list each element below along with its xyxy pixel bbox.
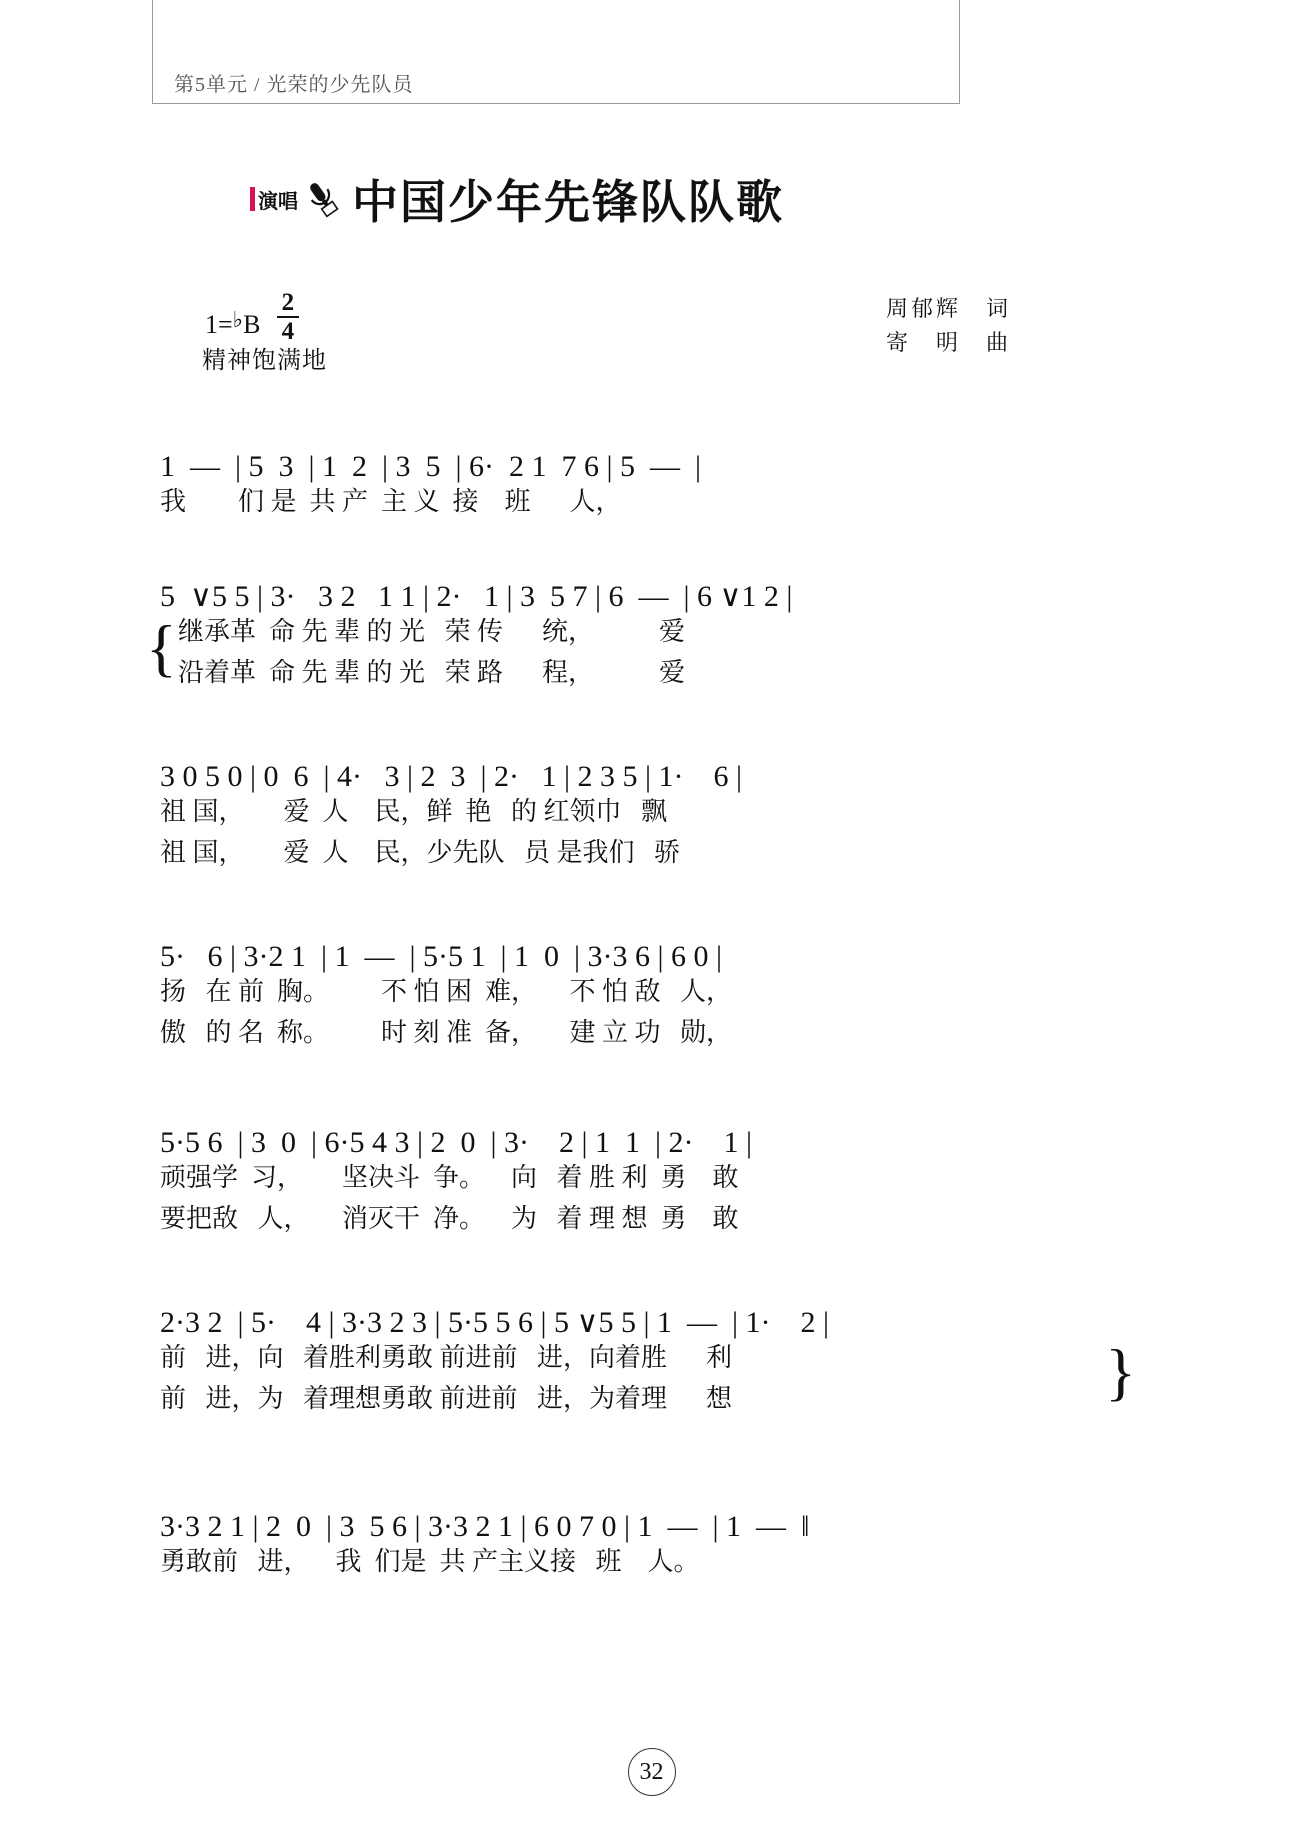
lyric-row: 沿着革 命 先 辈 的 光 荣 路 程， 爱 <box>178 658 686 687</box>
lyricist: 周郁辉 词 <box>886 296 1012 321</box>
composer: 寄 明 曲 <box>886 330 1012 356</box>
time-signature <box>277 290 299 344</box>
microphone-icon <box>302 180 342 218</box>
note-row: 1 — | 5 3 | 1 2 | 3 5 | 6· 2 1 7 6 | 5 — | <box>160 450 702 483</box>
note-row: 3·3 2 1 | 2 0 | 3 5 6 | 3·3 2 1 | 6 0 7 0 | 1 — | 1 — ‖ <box>160 1510 810 1543</box>
note-row: 3 0 5 0 | 0 6 | 4· 3 | 2 3 | 2· 1 | 2 3 5 | 1· 6 | <box>160 760 743 793</box>
lyric-row: 我 们 是 共 产 主 义 接 班 人， <box>160 487 622 516</box>
page-number: 32 <box>628 1748 676 1796</box>
lyric-row: 祖 国， 爱 人 民，少先队 员 是我们 骄 <box>160 838 681 867</box>
song-type-tag: 演唱 <box>250 184 298 214</box>
breadcrumb: 第5单元 / 光荣的少先队员 <box>174 74 414 96</box>
page-title: 中国少年先锋队队歌 <box>352 177 784 228</box>
repeat-brace-right-icon: } <box>1105 1336 1136 1407</box>
flat-symbol: ♭ <box>232 307 244 332</box>
lyric-row: 要把敌 人， 消灭干 净。 为 着 理 想 勇 敢 <box>160 1204 739 1233</box>
lyric-row: 前 进，向 着胜利勇敢 前进前 进，向着胜 利 <box>160 1343 733 1372</box>
lyric-row: 勇敢前 进， 我 们是 共 产主义接 班 人。 <box>160 1547 700 1576</box>
music-system-7 <box>160 1512 1150 1581</box>
note-row: 5·5 6 | 3 0 | 6·5 4 3 | 2 0 | 3· 2 | 1 1 | 2· 1 | <box>160 1126 753 1159</box>
music-system-4 <box>160 942 1150 1052</box>
note-row: 5· 6 | 3·2 1 | 1 — | 5·5 1 | 1 0 | 3·3 6 | 6 0 | <box>160 940 723 973</box>
meter-numerator: 2 <box>281 289 295 316</box>
repeat-brace-icon: { <box>146 612 177 683</box>
credits <box>886 292 1011 360</box>
lyric-row: 祖 国， 爱 人 民，鲜 艳 的 红领巾 飘 <box>160 797 668 826</box>
music-system-1 <box>160 452 1150 521</box>
title-row <box>250 168 1070 230</box>
key-label: 1= <box>205 310 233 339</box>
key-signature <box>205 290 299 344</box>
music-system-6 <box>160 1308 1150 1418</box>
note-row: 5 ∨5 5 | 3· 3 2 1 1 | 2· 1 | 3 5 7 | 6 — | 6 ∨1 2 | <box>160 580 793 613</box>
key-letter: B <box>243 310 261 339</box>
meter-denominator: 4 <box>281 318 295 345</box>
tempo-marking: 精神饱满地 <box>202 348 327 374</box>
lyric-row: 扬 在 前 胸。 不 怕 困 难， 不 怕 敌 人， <box>160 977 733 1006</box>
music-system-5 <box>160 1128 1150 1238</box>
lyric-row: 前 进，为 着理想勇敢 前进前 进，为着理 想 <box>160 1384 733 1413</box>
lyric-row: 顽强学 习， 坚决斗 争。 向 着 胜 利 勇 敢 <box>160 1163 739 1192</box>
music-system-2 <box>146 580 1150 692</box>
lyric-row: 傲 的 名 称。 时 刻 准 备， 建 立 功 勋， <box>160 1018 733 1047</box>
lyric-row: 继承革 命 先 辈 的 光 荣 传 统， 爱 <box>178 617 686 646</box>
music-system-3 <box>160 762 1150 872</box>
note-row: 2·3 2 | 5· 4 | 3·3 2 3 | 5·5 5 6 | 5 ∨5 5 | 1 — | 1· 2 | <box>160 1306 829 1339</box>
